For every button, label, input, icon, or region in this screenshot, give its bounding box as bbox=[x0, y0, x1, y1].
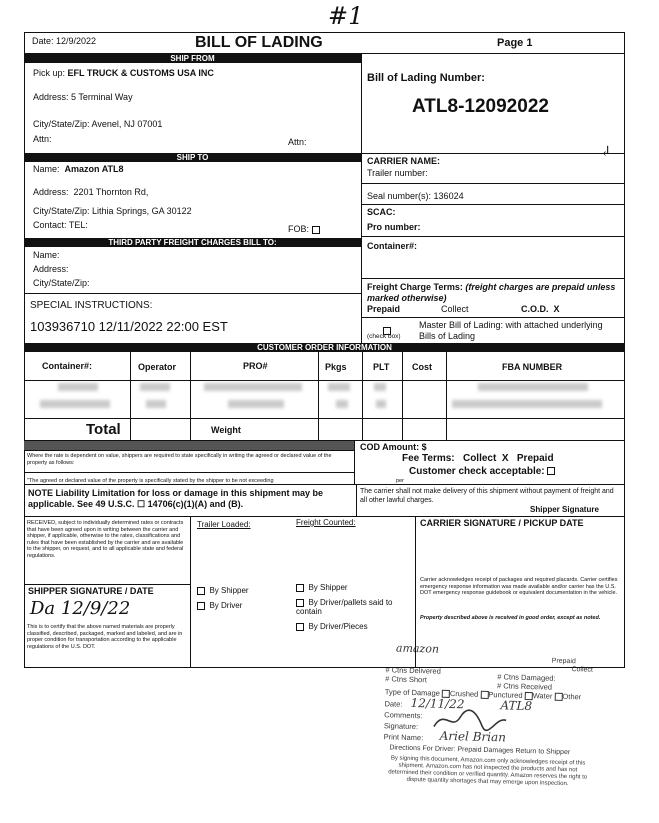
shipper-signature-label: SHIPPER SIGNATURE / DATE bbox=[28, 586, 154, 596]
master-bol-text: Master Bill of Lading: with attached underlying Bills of Lading bbox=[419, 320, 603, 341]
page-title: BILL OF LADING bbox=[195, 34, 323, 51]
total-label: Total bbox=[86, 421, 121, 438]
from-address-row bbox=[33, 92, 133, 102]
declared-value-statement: "The agreed or declared value of the property is specifically stated by the shipper to be not exceeding bbox=[27, 478, 274, 484]
to-name-label: Name: bbox=[33, 164, 60, 174]
freight-cod: C.O.D. bbox=[521, 304, 549, 314]
container-label: Container#: bbox=[367, 241, 418, 251]
freight-counted-label: Freight Counted: bbox=[296, 518, 356, 527]
carrier-delivery-note: The carrier shall not make delivery of this shipment without payment of freight and all other lawful charges. bbox=[360, 488, 614, 504]
declared-value-text: Where the rate is dependent on value, shippers are required to state specifically in writing the agreed or declared value of the property as follows: bbox=[27, 453, 332, 466]
from-city-label: City/State/Zip: bbox=[33, 119, 90, 129]
pro-number-label: Pro number: bbox=[367, 222, 421, 232]
seal-label: Seal number(s): bbox=[367, 191, 432, 201]
fee-terms-label: Fee Terms: bbox=[402, 453, 455, 464]
counted-by-shipper-checkbox[interactable] bbox=[296, 584, 304, 592]
freight-terms-label: Freight Charge Terms: bbox=[367, 282, 463, 292]
redacted-cell bbox=[58, 383, 98, 391]
fee-prepaid: Prepaid bbox=[516, 453, 554, 464]
carrier-name-label: CARRIER NAME: bbox=[367, 156, 440, 166]
stamp-damage-row: Type of Damage Crushed Punctured Water Other bbox=[384, 687, 582, 702]
document-number: #1 bbox=[328, 2, 364, 30]
fob-label: FOB: bbox=[288, 224, 310, 234]
pickup-value: EFL TRUCK & CUSTOMS USA INC bbox=[67, 68, 214, 78]
carrier-ack-text: Carrier acknowledges receipt of packages and required placards. Carrier certifies emergency response information was made available and/or carrier has the U.S. DOT emergency response guidebook or equivalent documentation in the vehicle. bbox=[420, 577, 618, 596]
shaded-bar bbox=[24, 441, 354, 450]
stamp-name-handwriting: Ariel Brian bbox=[439, 728, 507, 745]
third-party-name: Name: bbox=[33, 250, 60, 260]
col-pro: PRO# bbox=[243, 361, 268, 371]
counted-by-driver-pieces: By Driver/Pieces bbox=[296, 622, 368, 631]
counted-by-driver-pallets-checkbox[interactable] bbox=[296, 599, 304, 607]
stamp-other-checkbox[interactable] bbox=[554, 693, 562, 701]
third-party-address: Address: bbox=[33, 264, 69, 274]
trailer-loaded-label: Trailer Loaded: bbox=[197, 520, 251, 529]
to-address-row bbox=[33, 187, 148, 197]
col-container: Container#: bbox=[42, 361, 93, 371]
pickup-label: Pick up: bbox=[33, 68, 66, 78]
counted-by-shipper: By Shipper bbox=[296, 583, 348, 592]
from-city-row bbox=[33, 119, 162, 129]
redacted-cell bbox=[204, 383, 302, 391]
stamp-line-date: Date: bbox=[384, 699, 403, 709]
stamp-line-comments: Comments: bbox=[384, 710, 423, 721]
redacted-cell bbox=[140, 383, 170, 391]
special-instructions-value: 103936710 12/11/2022 22:00 EST bbox=[30, 319, 228, 334]
redacted-cell bbox=[146, 400, 166, 408]
redacted-cell bbox=[478, 383, 588, 391]
stamp-line-print-name: Print Name: bbox=[383, 732, 424, 743]
redacted-cell bbox=[452, 400, 602, 408]
redacted-cell bbox=[328, 383, 350, 391]
customer-check-checkbox[interactable] bbox=[547, 467, 555, 475]
from-attn-left: Attn: bbox=[33, 134, 52, 144]
stamp-collect: Collect bbox=[571, 666, 593, 674]
check-box-note: (check box) bbox=[367, 333, 401, 340]
col-operator: Operator bbox=[138, 362, 177, 372]
third-party-bar: THIRD PARTY FREIGHT CHARGES BILL TO: bbox=[24, 238, 361, 247]
col-plt: PLT bbox=[373, 362, 390, 372]
redacted-cell bbox=[336, 400, 348, 408]
seal-row bbox=[367, 191, 464, 201]
to-contact: Contact: TEL: bbox=[33, 220, 88, 230]
counted-by-driver-pallets: By Driver/pallets said to contain bbox=[296, 598, 393, 616]
trailer-by-shipper: By Shipper bbox=[197, 586, 249, 595]
stamp-punctured-checkbox[interactable] bbox=[480, 691, 488, 699]
ship-from-bar: SHIP FROM bbox=[24, 54, 361, 63]
stamp-line-signature: Signature: bbox=[383, 721, 419, 732]
freight-cod-mark: X bbox=[553, 304, 560, 314]
stamp-received: # Ctns Received bbox=[496, 681, 553, 692]
bol-number-label: Bill of Lading Number: bbox=[367, 72, 485, 84]
carrier-property-text: Property described above is received in good order, except as noted. bbox=[420, 615, 601, 621]
scac-label: SCAC: bbox=[367, 207, 396, 217]
special-instructions-label: SPECIAL INSTRUCTIONS: bbox=[30, 300, 153, 311]
to-address-label: Address: bbox=[33, 187, 69, 197]
header-date: Date: 12/9/2022 bbox=[32, 36, 97, 46]
trailer-by-driver-checkbox[interactable] bbox=[197, 602, 205, 610]
redacted-cell bbox=[374, 383, 386, 391]
from-attn-right: Attn: bbox=[288, 137, 307, 147]
stamp-directions: Directions For Driver: Prepaid Damages Return to Shipper bbox=[389, 744, 571, 757]
from-city-value: Avenel, NJ 07001 bbox=[91, 119, 163, 129]
freight-collect: Collect bbox=[441, 304, 469, 314]
to-city-row bbox=[33, 206, 192, 216]
weight-label: Weight bbox=[211, 425, 241, 435]
trailer-by-driver: By Driver bbox=[197, 601, 242, 610]
customer-order-bar: CUSTOMER ORDER INFORMATION bbox=[24, 343, 625, 352]
cod-amount: COD Amount: $ bbox=[360, 442, 427, 452]
customer-check-row bbox=[409, 466, 555, 477]
to-address-value: 2201 Thornton Rd, bbox=[73, 187, 149, 197]
declared-value-per: per bbox=[396, 478, 404, 484]
col-cost: Cost bbox=[412, 362, 432, 372]
fob-row bbox=[288, 224, 320, 234]
trailer-number-label: Trailer number: bbox=[367, 168, 428, 178]
col-pkgs: Pkgs bbox=[325, 362, 347, 372]
customer-check-label: Customer check acceptable: bbox=[409, 466, 545, 477]
from-address-label: Address: bbox=[33, 92, 69, 102]
stamp-prepaid: Prepaid bbox=[551, 657, 576, 666]
to-name-row bbox=[33, 164, 124, 174]
pickup-row bbox=[33, 68, 214, 78]
fee-collect-mark: X bbox=[501, 453, 509, 464]
freight-cod-row bbox=[521, 304, 560, 314]
freight-prepaid: Prepaid bbox=[367, 304, 401, 314]
liability-note: NOTE Liability Limitation for loss or damage in this shipment may be applicable. See 49 U.S.C. ☐ 14706(c)(1)(A) and (B). bbox=[28, 488, 324, 509]
stamp-brand: amazon bbox=[395, 641, 440, 656]
shipper-signature-handwriting: Da 12/9/22 bbox=[30, 598, 131, 619]
fee-collect: Collect bbox=[462, 453, 497, 464]
fee-terms-row bbox=[402, 453, 554, 464]
redacted-cell bbox=[228, 400, 284, 408]
ship-to-bar: SHIP TO bbox=[24, 153, 361, 162]
received-text: RECEIVED, subject to individually determined rates or contracts that have been agreed upon in writing between the carrier and shipper, if applicable, otherwise to the rates, classifications and rules that have been established by the carrier and are available to the shipper, on request, and to all applicable state and federal regulations. bbox=[27, 520, 184, 559]
carrier-signature-label: CARRIER SIGNATURE / PICKUP DATE bbox=[420, 518, 584, 528]
stamp-damaged: # Ctns Damaged: bbox=[497, 672, 556, 683]
shipper-cert-text: This is to certify that the above named materials are properly classified, described, packaged, marked and labeled, and are in proper condition for transportation according to the applicable regulations of the U.S. DOT. bbox=[27, 624, 183, 650]
third-party-city: City/State/Zip: bbox=[33, 278, 90, 288]
to-city-label: City/State/Zip: bbox=[33, 206, 90, 216]
stamp-date-handwriting: 12/11/22 bbox=[410, 695, 465, 712]
receiving-stamp bbox=[378, 643, 600, 807]
redacted-cell bbox=[376, 400, 386, 408]
pen-mark: ↲ bbox=[600, 144, 612, 160]
to-name-value: Amazon ATL8 bbox=[64, 164, 124, 174]
stamp-fc-handwriting: ATL8 bbox=[500, 698, 533, 714]
stamp-legal-text: By signing this document, Amazon.com only acknowledges receipt of this shipment. Amazon.com has not inspected the products and has not determined their condition or verified quantity. Amazon reserves the right to dispute quantity shortages that may emerge upon inspection. bbox=[388, 755, 588, 788]
col-fba-number: FBA NUMBER bbox=[502, 362, 563, 372]
stamp-line-short: # Ctns Short bbox=[385, 674, 427, 685]
fob-checkbox[interactable] bbox=[312, 226, 320, 234]
freight-terms bbox=[367, 282, 619, 304]
freight-terms-note: (freight charges are prepaid unless marked otherwise) bbox=[367, 282, 616, 303]
shipper-signature-note: Shipper Signature bbox=[530, 505, 599, 514]
redacted-cell bbox=[40, 400, 110, 408]
page-number: Page 1 bbox=[497, 37, 533, 49]
stamp-line-delivered: # Ctns Delivered bbox=[385, 665, 441, 676]
counted-by-driver-pieces-checkbox[interactable] bbox=[296, 623, 304, 631]
from-address-value: 5 Terminal Way bbox=[71, 92, 133, 102]
bol-number: ATL8-12092022 bbox=[412, 96, 549, 117]
seal-value: 136024 bbox=[433, 191, 464, 201]
trailer-by-shipper-checkbox[interactable] bbox=[197, 587, 205, 595]
to-city-value: Lithia Springs, GA 30122 bbox=[92, 206, 192, 216]
